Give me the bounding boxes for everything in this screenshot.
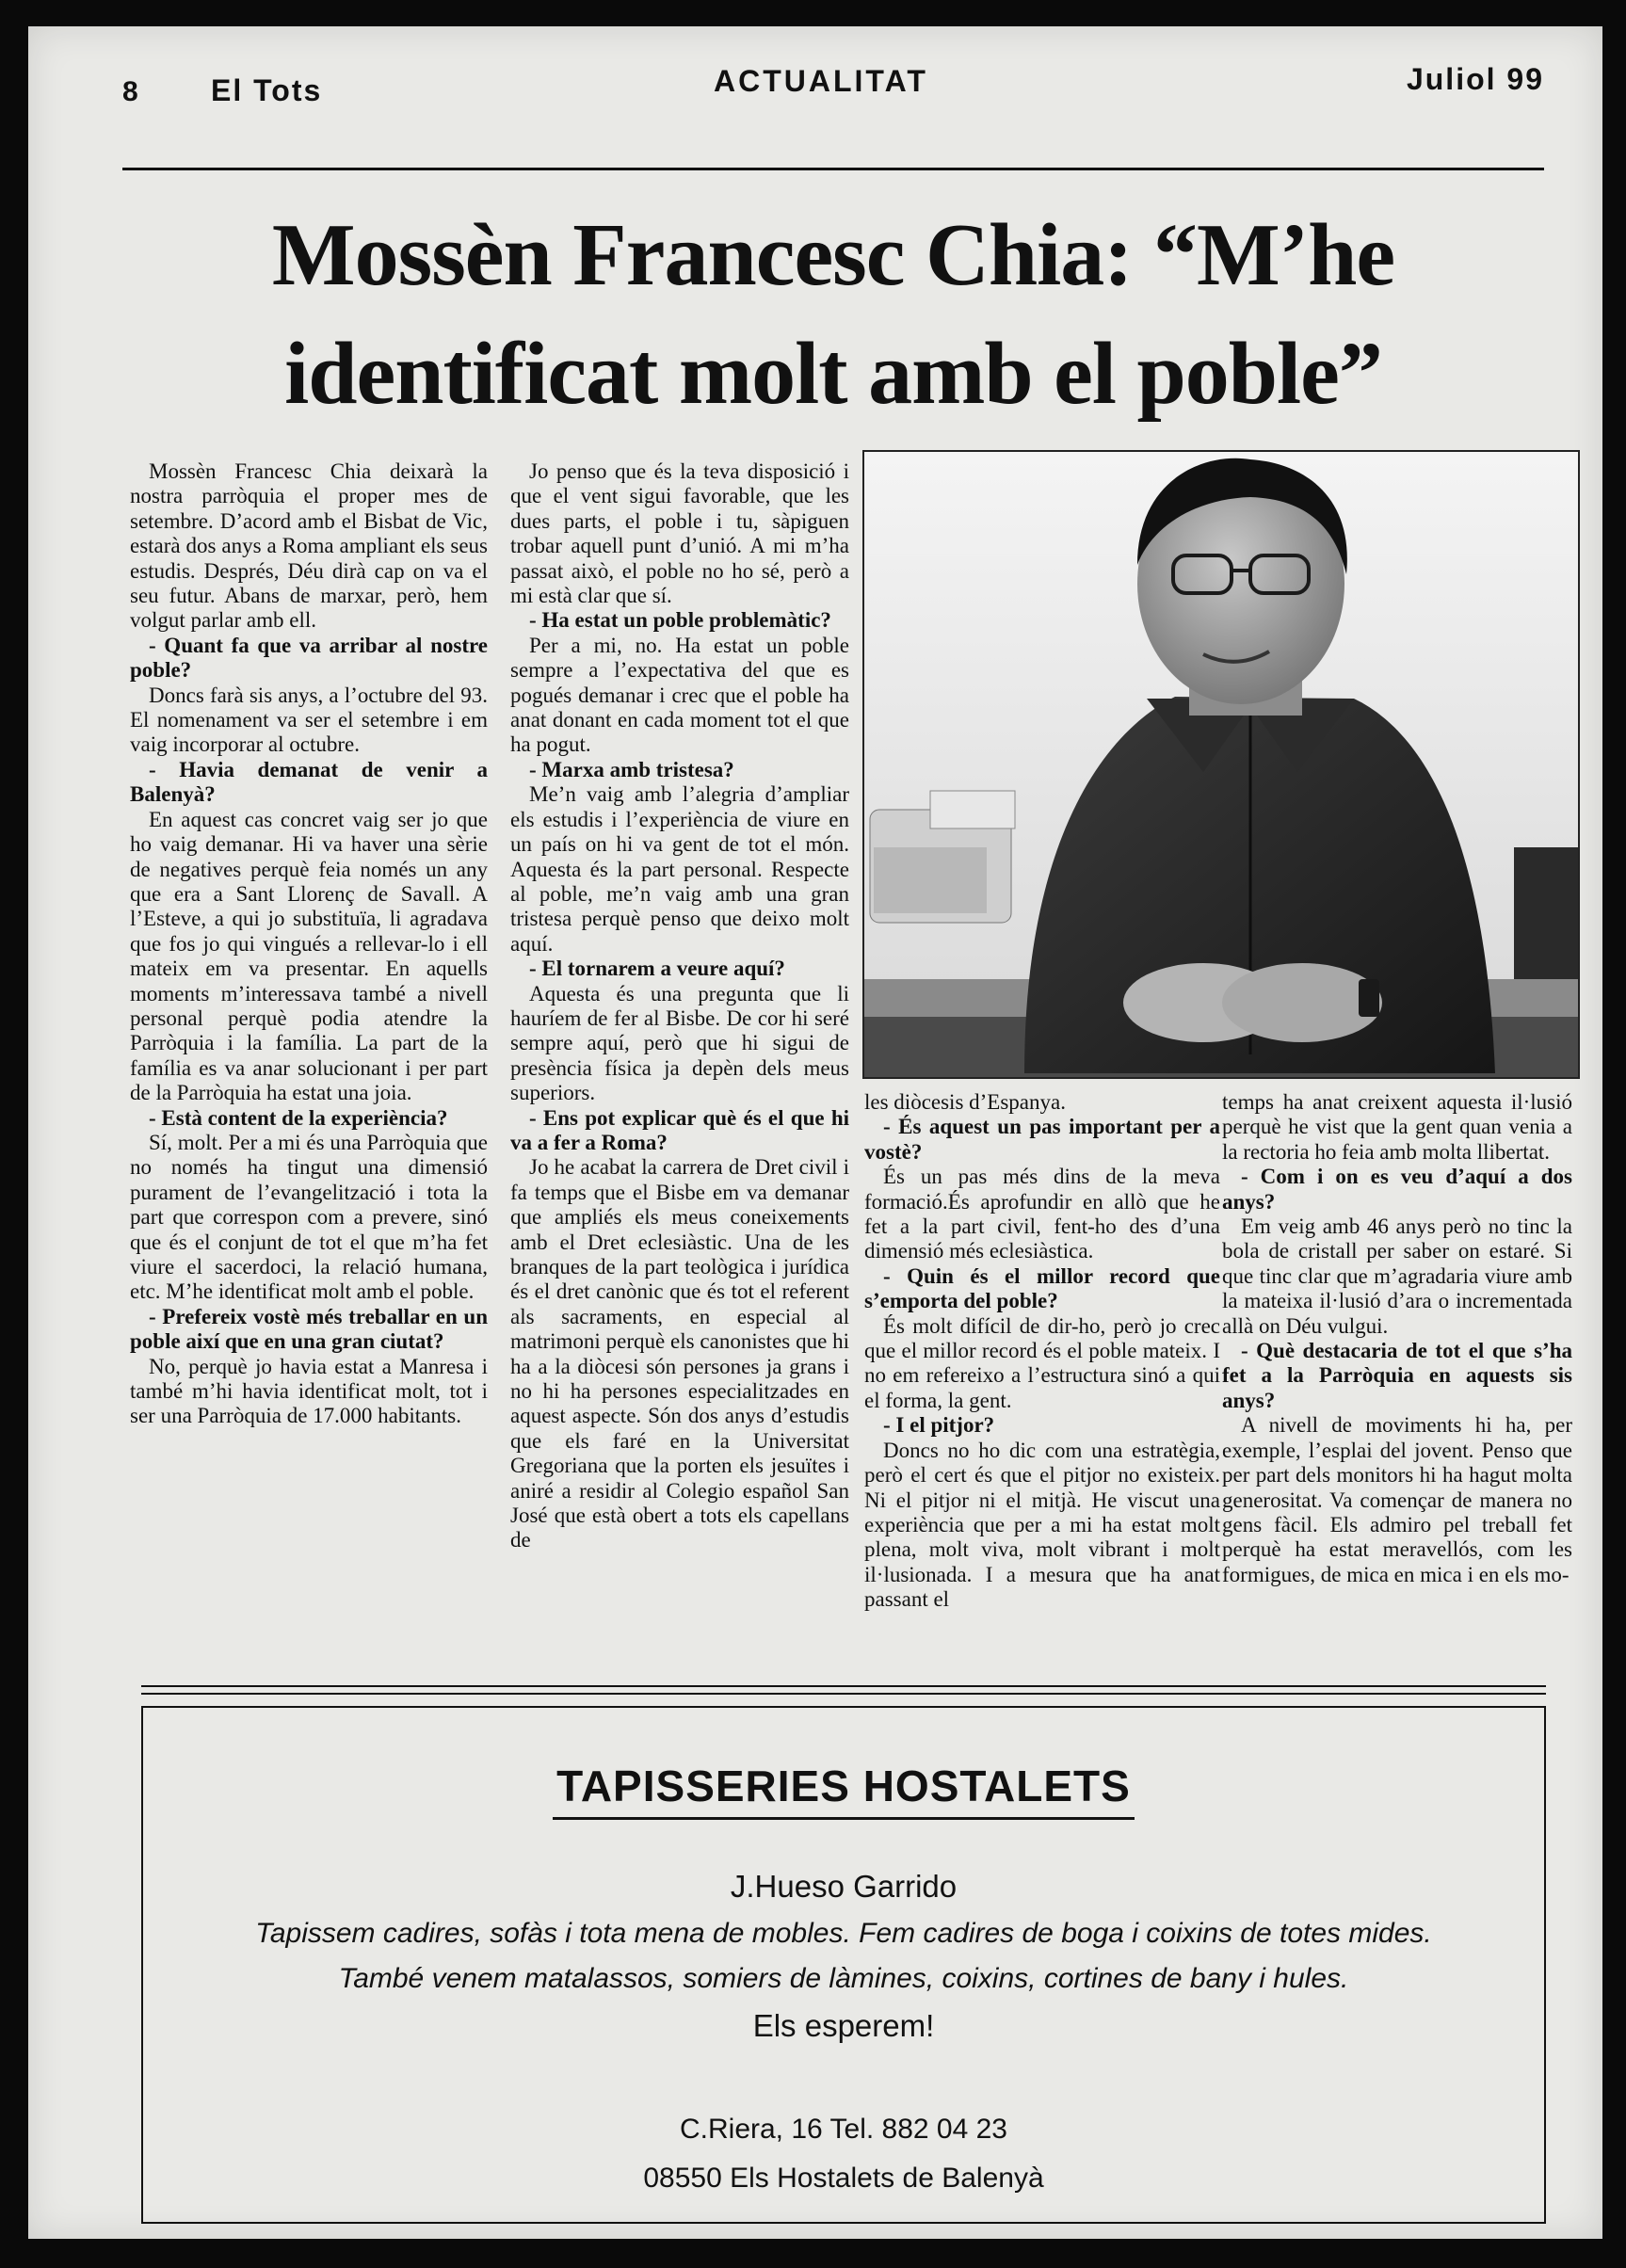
ad-separator-rule <box>141 1685 1546 1687</box>
ad-greeting: Els esperem! <box>752 2008 935 2043</box>
interview-question: - Què destacaria de tot el que s’ha fet a la Parròquia en aquests sis anys? <box>1222 1339 1572 1412</box>
interview-question: - Havia demanat de venir a Balenyà? <box>130 757 488 807</box>
publication-name: El Tots <box>211 73 323 107</box>
article-paragraph: Sí, molt. Per a mi és una Parròquia que no només ha tingut una dimensió purament de l’evangelització i tota la part que correspon com a prevere, sinó que és el conjunt de tot el que m’ha fet viure el sacerdoci, la relació humana, etc. M’he identificat molt amb el poble. <box>130 1130 488 1304</box>
portrait-photo-illustration <box>864 452 1578 1077</box>
ad-address: C.Riera, 16 Tel. 882 04 23 <box>679 2114 1007 2145</box>
interview-question: - Ens pot explicar què és el que hi va a fer a Roma? <box>510 1105 849 1154</box>
interview-question: - Ha estat un poble problemàtic? <box>529 608 831 633</box>
article-paragraph: Em veig amb 46 anys però no tinc la bola de cristall per saber on estaré. Si que tinc clar que m’agradaria viure amb la mateixa il·lusió d’ara o incrementada allà on Déu vulgui. <box>1222 1214 1572 1338</box>
article-paragraph: Me’n vaig amb l’alegria d’ampliar els estudis i l’experiència de viure en un país on hi va gent de tot el món. Aquesta és la part personal. Respecte al poble, me’n vaig amb una gran tristesa perquè penso que deixo molt aquí. <box>510 782 849 956</box>
article-paragraph: Jo he acabat la carrera de Dret civil i fa temps que el Bisbe em va demanar que ampliés els meus coneixements amb el Dret eclesiàstic. Una de les branques de la part teològica i jurídica és el dret canònic que és tot el referent als sacraments, en especial al matrimoni perquè els canonistes que hi ha a la diòcesi són persones ja grans i no hi ha persones especialitzades en aquest aspecte. Són dos anys d’estudis que els faré en la Universitat Gregoriana que la porten els jesuïtes i aniré a residir al Colegio español San José que està obert a tots els capellans de <box>510 1155 849 1552</box>
article-paragraph: Aquesta és una pregunta que li hauríem de fer al Bisbe. De cor hi seré sempre aquí, però que hi sigui de presència física ja depèn dels meus superiors. <box>510 981 849 1105</box>
advertisement-box <box>141 1706 1546 2224</box>
article-paragraph: Per a mi, no. Ha estat un poble sempre a l’expectativa del que es pogués demanar i crec que el poble ha anat donant en cada moment tot el que ha pogut. <box>510 633 849 757</box>
interview-question: - Marxa amb tristesa? <box>529 757 734 781</box>
article-paragraph: A nivell de moviments hi ha, per exemple, l’esplai del jovent. Penso que per part dels monitors hi ha hagut molta generositat. Va començar de manera no gens fàcil. Els admiro pel treball fet perquè ha estat meravellós, com les formigues, de mica en mica i en els mo- <box>1222 1413 1572 1586</box>
article-paragraph: En aquest cas concret vaig ser jo que ho vaig demanar. Hi va haver una sèrie de negatives perquè feia només un any que era a Sant Llorenç de Savall. A l’Esteve, a qui jo substituïa, li agradava que fos jo qui vingués a rellevar-lo i ell mateix em va presentar. En aquells moments m’interessava també a nivell personal perquè podia atendre la Parròquia i la família. La part de la família es va anar solucionant i per part de la Parròquia ha estat una joia. <box>130 807 488 1105</box>
interview-question: - Està content de la experiència? <box>149 1105 448 1130</box>
interview-question: - Com i on es veu d’aquí a dos anys? <box>1222 1165 1572 1214</box>
article-paragraph: Doncs farà sis anys, a l’octubre del 93. El nomenament va ser el setembre i em vaig incorporar al octubre. <box>130 683 488 757</box>
article-headline: Mossèn Francesc Chia: “M’he identificat molt amb el poble” <box>271 206 1395 423</box>
page-header <box>122 26 1544 168</box>
article-column-2 <box>510 459 849 1553</box>
article-column-3 <box>864 1090 1220 1613</box>
article-paragraph: Doncs no ho dic com una estratègia, però el cert és que el pitjor no existeix. Ni el pitjor ni el mitjà. He viscut una experiència que per a mi ha estat molt plena, molt viva, molt vibrant i molt il·lusionada. I a mesura que ha anat passant el <box>864 1438 1220 1612</box>
interview-question: - I el pitjor? <box>883 1413 995 1438</box>
ad-line-2: També venem matalassos, somiers de làmines, coixins, cortines de bany i hules. <box>338 1963 1349 1994</box>
article-column-4 <box>1222 1090 1572 1587</box>
interview-question: - El tornarem a veure aquí? <box>529 957 785 981</box>
article-paragraph: Jo penso que és la teva disposició i que el vent sigui favorable, que les dues parts, el poble i tu, sàpiguen trobar aquell punt d’unió. A mi m’ha passat això, el poble no ho sé, però a mi està clar que sí. <box>510 459 849 608</box>
article-paragraph: temps ha anat creixent aquesta il·lusió perquè he vist que la gent quan venia a la rectoria ho feia amb molta llibertat. <box>1222 1090 1572 1164</box>
ad-brand: TAPISSERIES HOSTALETS <box>553 1761 1135 1820</box>
ad-postal-address: 08550 Els Hostalets de Balenyà <box>643 2163 1044 2194</box>
newspaper-page <box>28 26 1602 2239</box>
interview-question: - Quant fa que va arribar al nostre poble? <box>130 633 488 683</box>
article-paragraph: No, perquè jo havia estat a Manresa i també m’hi havia identificat molt, tot i ser una Parròquia de 17.000 habitants. <box>130 1354 488 1428</box>
article-paragraph: les diòcesis d’Espanya. <box>864 1090 1066 1114</box>
page-number: 8 <box>122 76 139 107</box>
issue-date: Juliol 99 <box>1406 62 1544 96</box>
ad-separator-rule-2 <box>141 1693 1546 1695</box>
ad-owner: J.Hueso Garrido <box>730 1869 958 1904</box>
section-name: ACTUALITAT <box>714 64 928 98</box>
article-paragraph: Mossèn Francesc Chia deixarà la nostra parròquia el proper mes de setembre. D’acord amb el Bisbat de Vic, estarà dos anys a Roma ampliant els seus estudis. Després, Déu dirà cap on va el seu futur. Abans de marxar, però, hem volgut parlar amb ell. <box>130 459 488 633</box>
article-column-1 <box>130 459 488 1429</box>
interview-question: - Prefereix vostè més treballar en un poble així que en una gran ciutat? <box>130 1304 488 1354</box>
article-paragraph: És un pas més dins de la meva formació.És aprofundir en allò que he fet a la part civil, fent-ho des d’una dimensió més eclesiàstica. <box>864 1165 1220 1263</box>
article-photo <box>862 450 1580 1079</box>
header-rule <box>122 168 1544 170</box>
interview-question: - És aquest un pas important per a vostè? <box>864 1115 1220 1164</box>
ad-line-1: Tapissem cadires, sofàs i tota mena de mobles. Fem cadires de boga i coixins de totes mides. <box>255 1918 1432 1949</box>
interview-question: - Quin és el millor record que s’emporta del poble? <box>864 1263 1220 1313</box>
article-paragraph: És molt difícil de dir-ho, però jo crec que el millor record és el poble mateix. I no em refereixo a l’estructura sinó a qui el forma, la gent. <box>864 1313 1220 1412</box>
